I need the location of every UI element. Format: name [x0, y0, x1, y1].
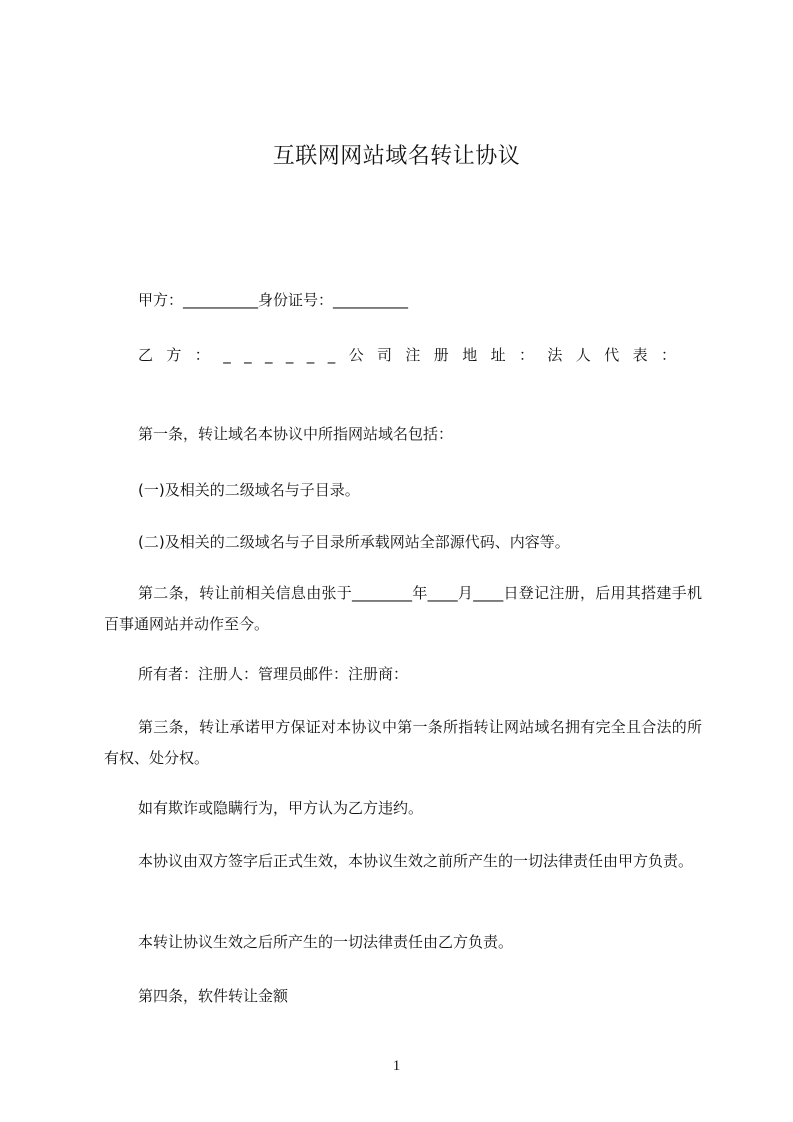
owner-info-line: 所有者：注册人：管理员邮件：注册商：: [138, 665, 409, 683]
article-4-heading: 第四条，软件转让金额: [138, 987, 289, 1005]
article-2-paragraph: 第二条，转让前相关信息由张于________年____月____日登记注册，后用其搭建手机百事通网站并动作至今。: [104, 584, 702, 633]
article-1-item-1: (一)及相关的二级域名与子目录。: [138, 481, 360, 499]
effectiveness-paragraph: 本协议由双方签字后正式生效，本协议生效之前所产生的一切法律责任由甲方负责。: [138, 852, 694, 870]
article-3-paragraph: 第三条，转让承诺甲方保证对本协议中第一条所指转让网站域名拥有完全且合法的所有权、处分权。: [104, 718, 702, 767]
document-title: 互联网网站域名转让协议: [272, 144, 521, 169]
party-a-line: 甲方：__________身份证号：__________: [138, 291, 409, 309]
fraud-clause-line: 如有欺诈或隐瞒行为，甲方认为乙方违约。: [138, 799, 424, 817]
page-number: 1: [392, 1058, 401, 1074]
post-effect-liability-line: 本转让协议生效之后所产生的一切法律责任由乙方负责。: [138, 933, 514, 951]
article-1-item-2: (二)及相关的二级域名与子目录所承载网站全部源代码、内容等。: [138, 533, 570, 551]
party-b-line: 乙方：______公司注册地址：法人代表：: [138, 346, 690, 364]
article-1-heading: 第一条，转让域名本协议中所指网站域名包括：: [138, 425, 454, 443]
